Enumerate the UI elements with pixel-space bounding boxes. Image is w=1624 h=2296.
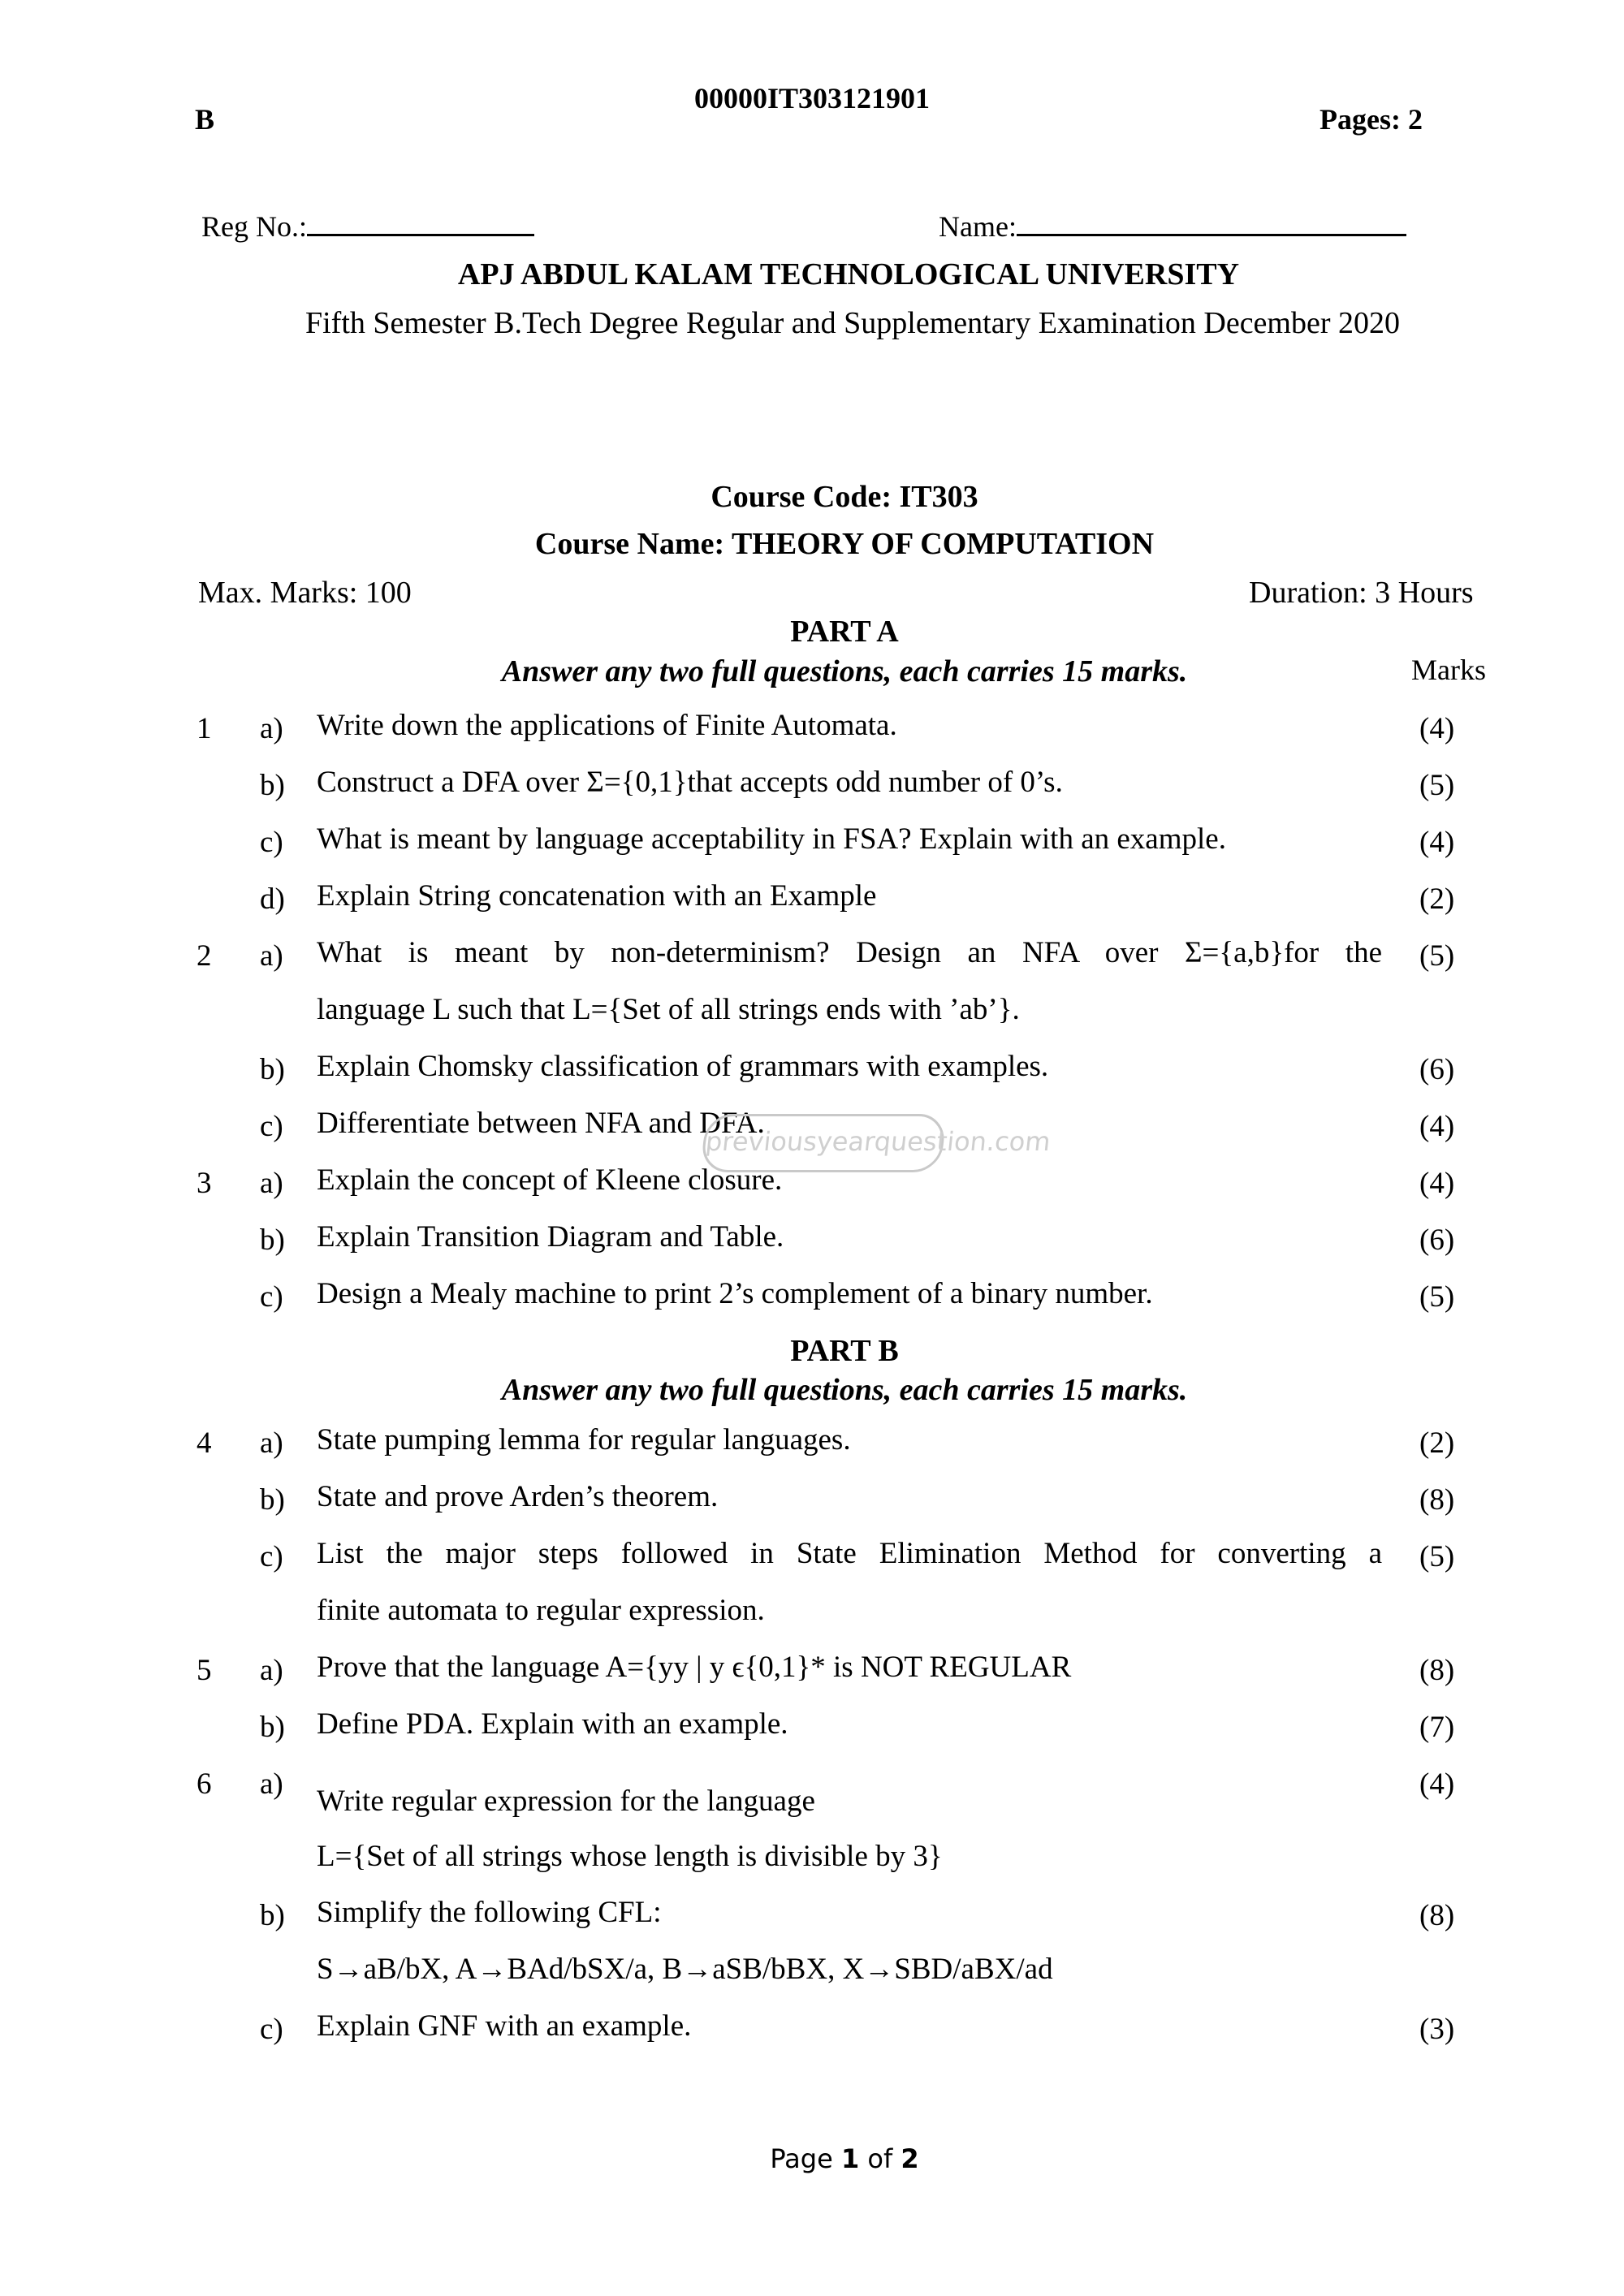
- name-label: Name:: [939, 210, 1017, 243]
- sub-question-label: c): [260, 826, 283, 859]
- sub-question-label: c): [260, 2013, 283, 2046]
- sub-question-label: b): [260, 1053, 285, 1086]
- question-text: Explain Transition Diagram and Table.: [317, 1220, 784, 1254]
- sub-question-label: a): [260, 939, 283, 973]
- question-marks: (4): [1419, 1167, 1455, 1200]
- part-a-instruction: Answer any two full questions, each carries 15 marks.: [501, 654, 1188, 688]
- question-text: Explain the concept of Kleene closure.: [317, 1163, 783, 1197]
- sub-question-label: b): [260, 1483, 285, 1517]
- page-current: 1: [840, 2143, 860, 2174]
- question-marks: (4): [1419, 826, 1455, 859]
- question-text-continued: finite automata to regular expression.: [317, 1594, 765, 1627]
- question-marks: (7): [1419, 1711, 1455, 1744]
- university-name: APJ ABDUL KALAM TECHNOLOGICAL UNIVERSITY: [457, 257, 1240, 291]
- question-number: 6: [197, 1767, 212, 1801]
- course-code: Course Code: IT303: [710, 480, 978, 514]
- course-name: Course Name: THEORY OF COMPUTATION: [534, 527, 1155, 561]
- part-b-instruction: Answer any two full questions, each carries 15 marks.: [501, 1373, 1188, 1407]
- page-footer-middle: of: [859, 2143, 901, 2174]
- marks-column-header: Marks: [1411, 654, 1486, 686]
- question-number: 4: [197, 1426, 212, 1460]
- question-text: List the major steps followed in State Elimination Method for converting a: [317, 1537, 1382, 1570]
- page-footer: [0, 2143, 1624, 2174]
- sub-question-label: b): [260, 1711, 285, 1744]
- question-number: 1: [197, 712, 212, 745]
- question-marks: (4): [1419, 1767, 1455, 1801]
- name-line: [1017, 209, 1406, 236]
- question-marks: (2): [1419, 883, 1455, 916]
- sub-question-label: c): [260, 1540, 283, 1573]
- sub-question-label: b): [260, 1899, 285, 1932]
- sub-question-label: b): [260, 769, 285, 802]
- question-marks: (4): [1419, 1110, 1455, 1143]
- question-text: What is meant by non-determinism? Design an NFA over Σ={a,b}for the: [317, 936, 1382, 969]
- reg-no-label: Reg No.:: [201, 210, 307, 243]
- watermark-logo: previousyearquestion.com: [700, 1114, 947, 1172]
- question-text: Explain Chomsky classification of grammars with examples.: [317, 1050, 1049, 1083]
- page-total: 2: [901, 2143, 919, 2174]
- question-text: State and prove Arden’s theorem.: [317, 1480, 719, 1513]
- sub-question-label: a): [260, 1654, 283, 1687]
- question-marks: (8): [1419, 1483, 1455, 1517]
- part-a-title: PART A: [790, 615, 899, 649]
- question-marks: (4): [1419, 712, 1455, 745]
- question-set-label: B: [195, 103, 215, 136]
- question-text: Simplify the following CFL:: [317, 1896, 662, 1929]
- question-text: Prove that the language A={yy | y ϵ{0,1}* is NOT REGULAR: [317, 1651, 1072, 1684]
- exam-title: Fifth Semester B.Tech Degree Regular and Supplementary Examination December 2020: [304, 306, 1401, 340]
- name-field: [939, 209, 1406, 244]
- paper-code: 00000IT303121901: [693, 82, 931, 114]
- sub-question-label: a): [260, 1767, 283, 1801]
- question-text-continued: S→aB/bX, A→BAd/bSX/a, B→aSB/bBX, X→SBD/aBX/ad: [317, 1953, 1053, 1986]
- part-b-title: PART B: [790, 1334, 899, 1368]
- sub-question-label: a): [260, 1426, 283, 1460]
- pages-count: Pages: 2: [1320, 103, 1423, 136]
- question-text: Explain String concatenation with an Example: [317, 879, 877, 913]
- sub-question-label: b): [260, 1224, 285, 1257]
- max-marks: Max. Marks: 100: [198, 576, 412, 610]
- sub-question-label: c): [260, 1110, 283, 1143]
- question-text: Explain GNF with an example.: [317, 2009, 692, 2043]
- sub-question-label: a): [260, 712, 283, 745]
- question-text: Differentiate between NFA and DFA.: [317, 1107, 765, 1140]
- reg-no-field: [201, 209, 534, 244]
- question-text: What is meant by language acceptability in FSA? Explain with an example.: [317, 822, 1226, 856]
- question-marks: (2): [1419, 1426, 1455, 1460]
- question-text: Design a Mealy machine to print 2’s complement of a binary number.: [317, 1277, 1153, 1310]
- question-marks: (6): [1419, 1224, 1455, 1257]
- question-text: Construct a DFA over Σ={0,1}that accepts odd number of 0’s.: [317, 766, 1063, 799]
- question-text-continued: language L such that L={Set of all strings ends with ’ab’}.: [317, 993, 1020, 1026]
- reg-no-line: [307, 209, 534, 236]
- question-text: Define PDA. Explain with an example.: [317, 1707, 788, 1741]
- question-marks: (8): [1419, 1899, 1455, 1932]
- sub-question-label: a): [260, 1167, 283, 1200]
- question-marks: (5): [1419, 1540, 1455, 1573]
- question-number: 3: [197, 1167, 212, 1200]
- question-marks: (3): [1419, 2013, 1455, 2046]
- duration: Duration: 3 Hours: [1249, 576, 1474, 610]
- question-marks: (5): [1419, 769, 1455, 802]
- question-number: 2: [197, 939, 212, 973]
- question-text-continued: L={Set of all strings whose length is divisible by 3}: [317, 1840, 943, 1873]
- question-text: Write regular expression for the language: [317, 1785, 815, 1818]
- question-marks: (5): [1419, 1280, 1455, 1314]
- page-footer-prefix: Page: [770, 2143, 841, 2174]
- question-marks: (8): [1419, 1654, 1455, 1687]
- sub-question-label: c): [260, 1280, 283, 1314]
- question-text: State pumping lemma for regular languages.: [317, 1423, 851, 1457]
- question-marks: (6): [1419, 1053, 1455, 1086]
- question-number: 5: [197, 1654, 212, 1687]
- sub-question-label: d): [260, 883, 285, 916]
- question-marks: (5): [1419, 939, 1455, 973]
- question-text: Write down the applications of Finite Automata.: [317, 709, 897, 742]
